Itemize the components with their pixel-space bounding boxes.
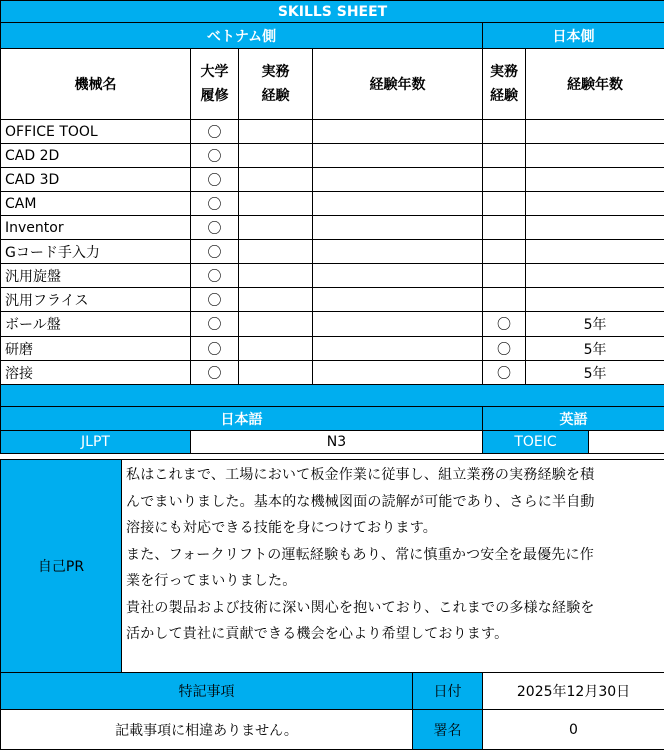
work-experience-mark	[239, 240, 313, 264]
machine-name-header: 機械名	[1, 49, 191, 120]
univ-course-mark: 〇	[191, 337, 239, 361]
work-experience-mark	[239, 192, 313, 216]
jp-years-experience-value	[526, 168, 664, 192]
work-experience-mark	[239, 337, 313, 361]
special-notes-value: 記載事項に相違ありません。	[1, 710, 413, 750]
skill-name: 溶接	[1, 361, 191, 385]
years-experience-value	[313, 216, 483, 240]
jlpt-label: JLPT	[1, 431, 191, 454]
years-experience-value	[313, 361, 483, 385]
work-experience-header	[239, 49, 313, 120]
univ-course-mark: 〇	[191, 312, 239, 337]
univ-course-mark: 〇	[191, 216, 239, 240]
jp-work-experience-header-line1: 実務	[490, 64, 518, 80]
self-pr-label: 自己PR	[1, 460, 122, 673]
self-pr-line: 私はこれまで、工場において板金作業に従事し、組立業務の実務経験を積	[126, 467, 595, 483]
jp-years-experience-value	[526, 288, 664, 312]
pr-and-footer	[0, 459, 664, 750]
self-pr-line: また、フォークリフトの運転経験もあり、常に慎重かつ安全を最優先に作	[126, 546, 594, 563]
univ-course-mark: 〇	[191, 168, 239, 192]
univ-course-mark: 〇	[191, 144, 239, 168]
skill-row	[1, 288, 664, 312]
skill-name: Inventor	[1, 216, 191, 240]
years-experience-value	[313, 337, 483, 361]
english-language-header: 英語	[483, 407, 664, 431]
toeic-label: TOEIC	[483, 431, 589, 454]
japan-side-header: 日本側	[483, 23, 664, 49]
skill-row	[1, 264, 664, 288]
jp-work-experience-mark	[483, 240, 526, 264]
jp-years-experience-value	[526, 192, 664, 216]
self-pr-text	[122, 460, 664, 673]
skill-row	[1, 361, 664, 385]
jp-years-experience-header: 経験年数	[526, 49, 664, 120]
jp-work-experience-mark	[483, 120, 526, 144]
jp-work-experience-mark	[483, 264, 526, 288]
jp-years-experience-value: 5年	[526, 337, 664, 361]
skill-row	[1, 120, 664, 144]
years-experience-header: 経験年数	[313, 49, 483, 120]
jp-years-experience-value: 5年	[526, 361, 664, 385]
jp-years-experience-value	[526, 216, 664, 240]
univ-course-mark: 〇	[191, 264, 239, 288]
skill-name: CAD 3D	[1, 168, 191, 192]
jp-work-experience-mark: 〇	[483, 361, 526, 385]
self-pr-line: 溶接にも対応できる技能を身につけております。	[126, 520, 437, 536]
skill-row	[1, 168, 664, 192]
univ-course-mark: 〇	[191, 192, 239, 216]
years-experience-value	[313, 264, 483, 288]
skill-name: CAM	[1, 192, 191, 216]
univ-course-header-line1: 大学	[200, 64, 229, 80]
sheet-title: SKILLS SHEET	[1, 1, 664, 23]
skill-name: OFFICE TOOL	[1, 120, 191, 144]
skill-row	[1, 240, 664, 264]
skill-row	[1, 192, 664, 216]
years-experience-value	[313, 240, 483, 264]
skill-row	[1, 216, 664, 240]
jp-years-experience-value: 5年	[526, 312, 664, 337]
jp-years-experience-value	[526, 120, 664, 144]
signature-value: 0	[483, 710, 664, 750]
signature-label: 署名	[413, 710, 483, 750]
years-experience-value	[313, 168, 483, 192]
work-experience-mark	[239, 312, 313, 337]
toeic-value	[589, 431, 664, 454]
univ-course-header	[191, 49, 239, 120]
self-pr-line: 業を行ってまいりました。	[126, 573, 297, 589]
years-experience-value	[313, 120, 483, 144]
skill-name: 研磨	[1, 337, 191, 361]
work-experience-mark	[239, 264, 313, 288]
work-experience-mark	[239, 361, 313, 385]
skill-row	[1, 337, 664, 361]
skill-name: Gコード手入力	[1, 240, 191, 264]
jp-work-experience-mark	[483, 216, 526, 240]
skill-row	[1, 144, 664, 168]
work-experience-mark	[239, 168, 313, 192]
self-pr-line: んでまいりました。基本的な機械図面の読解が可能であり、さらに半自動	[126, 493, 595, 510]
skill-row	[1, 312, 664, 337]
skills-rows	[1, 120, 664, 385]
self-pr-line: 活かして貴社に貢献できる機会を心より希望しております。	[126, 626, 509, 642]
skill-name: 汎用フライス	[1, 288, 191, 312]
jlpt-value: N3	[191, 431, 483, 454]
jp-work-experience-mark	[483, 144, 526, 168]
univ-course-header-line2: 履修	[200, 88, 229, 104]
vietnam-side-header: ベトナム側	[1, 23, 483, 49]
years-experience-value	[313, 288, 483, 312]
work-experience-mark	[239, 216, 313, 240]
jp-years-experience-value	[526, 144, 664, 168]
jp-work-experience-mark	[483, 168, 526, 192]
skill-name: ボール盤	[1, 312, 191, 337]
work-experience-header-line1: 実務	[261, 64, 290, 80]
univ-course-mark: 〇	[191, 361, 239, 385]
self-pr-line: 貴社の製品および技術に深い関心を抱いており、これまでの多様な経験を	[126, 599, 595, 616]
special-notes-label: 特記事項	[1, 673, 413, 710]
jp-work-experience-header-line2: 経験	[490, 88, 518, 104]
jp-work-experience-mark	[483, 288, 526, 312]
years-experience-value	[313, 312, 483, 337]
work-experience-mark	[239, 288, 313, 312]
jp-years-experience-value	[526, 264, 664, 288]
years-experience-value	[313, 192, 483, 216]
skill-name: CAD 2D	[1, 144, 191, 168]
jp-work-experience-mark	[483, 192, 526, 216]
jp-work-experience-mark: 〇	[483, 337, 526, 361]
univ-course-mark: 〇	[191, 288, 239, 312]
work-experience-mark	[239, 120, 313, 144]
japanese-language-header: 日本語	[1, 407, 483, 431]
univ-course-mark: 〇	[191, 120, 239, 144]
work-experience-header-line2: 経験	[261, 88, 290, 104]
univ-course-mark: 〇	[191, 240, 239, 264]
date-label: 日付	[413, 673, 483, 710]
date-value: 2025年12月30日	[483, 673, 664, 710]
jp-years-experience-value	[526, 240, 664, 264]
years-experience-value	[313, 144, 483, 168]
skill-name: 汎用旋盤	[1, 264, 191, 288]
spacer-band	[1, 385, 664, 407]
work-experience-mark	[239, 144, 313, 168]
jp-work-experience-mark: 〇	[483, 312, 526, 337]
jp-work-experience-header	[483, 49, 526, 120]
